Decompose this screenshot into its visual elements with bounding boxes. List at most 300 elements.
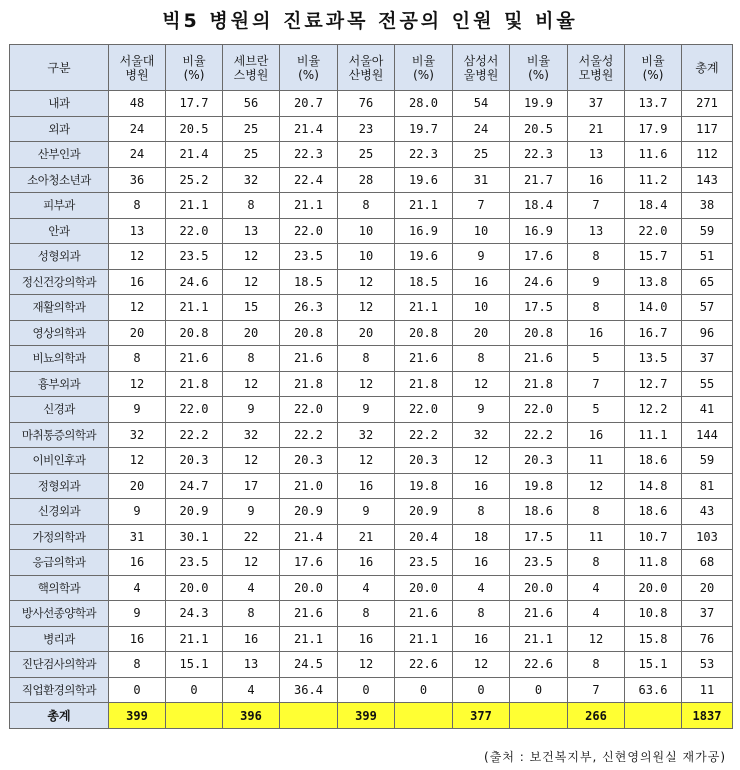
table-row <box>10 91 733 117</box>
table-cell: 37 <box>568 91 625 117</box>
table-cell: 28.0 <box>395 91 453 117</box>
table-cell: 8 <box>453 601 510 627</box>
table-cell: 8 <box>568 499 625 525</box>
table-cell: 20.8 <box>166 320 223 346</box>
table-cell: 17.7 <box>166 91 223 117</box>
table-cell: 57 <box>682 295 733 321</box>
table-cell: 8 <box>223 346 280 372</box>
table-cell: 4 <box>568 601 625 627</box>
table-cell: 4 <box>109 575 166 601</box>
table-cell: 17.6 <box>280 550 338 576</box>
table-cell: 32 <box>223 422 280 448</box>
table-cell: 22.2 <box>166 422 223 448</box>
table-row <box>10 473 733 499</box>
table-cell: 12.2 <box>625 397 682 423</box>
row-label: 산부인과 <box>10 142 109 168</box>
table-cell: 59 <box>682 448 733 474</box>
table-cell: 48 <box>109 91 166 117</box>
table-cell: 20 <box>682 575 733 601</box>
total-cell: 396 <box>223 703 280 729</box>
table-cell: 14.8 <box>625 473 682 499</box>
table-cell: 13 <box>568 218 625 244</box>
table-row <box>10 320 733 346</box>
table-cell: 12 <box>453 652 510 678</box>
table-cell: 12 <box>568 626 625 652</box>
row-label: 영상의학과 <box>10 320 109 346</box>
table-cell: 32 <box>453 422 510 448</box>
table-cell: 24.6 <box>166 269 223 295</box>
row-label: 신경과 <box>10 397 109 423</box>
table-row <box>10 116 733 142</box>
table-cell: 4 <box>453 575 510 601</box>
row-label: 응급의학과 <box>10 550 109 576</box>
table-cell: 12 <box>338 371 395 397</box>
table-cell: 8 <box>568 652 625 678</box>
table-cell: 4 <box>223 677 280 703</box>
table-cell: 12 <box>568 473 625 499</box>
table-cell: 9 <box>109 397 166 423</box>
table-cell: 21.8 <box>166 371 223 397</box>
table-cell: 41 <box>682 397 733 423</box>
total-cell: 1837 <box>682 703 733 729</box>
table-row <box>10 422 733 448</box>
table-cell: 12 <box>453 371 510 397</box>
table-cell: 16 <box>568 320 625 346</box>
table-row <box>10 677 733 703</box>
table-cell: 10.7 <box>625 524 682 550</box>
table-cell: 8 <box>338 193 395 219</box>
total-cell <box>280 703 338 729</box>
table-cell: 5 <box>568 346 625 372</box>
table-cell: 11.8 <box>625 550 682 576</box>
table-cell: 12 <box>109 244 166 270</box>
table-cell: 21.4 <box>166 142 223 168</box>
table-cell: 20.9 <box>395 499 453 525</box>
table-cell: 21.6 <box>510 346 568 372</box>
table-cell: 24 <box>453 116 510 142</box>
table-cell: 21.7 <box>510 167 568 193</box>
table-cell: 20.5 <box>510 116 568 142</box>
row-label: 안과 <box>10 218 109 244</box>
row-label: 외과 <box>10 116 109 142</box>
table-cell: 36.4 <box>280 677 338 703</box>
table-cell: 16 <box>453 473 510 499</box>
table-cell: 8 <box>568 550 625 576</box>
table-cell: 11.6 <box>625 142 682 168</box>
table-cell: 25 <box>223 116 280 142</box>
table-cell: 12 <box>109 448 166 474</box>
table-cell: 63.6 <box>625 677 682 703</box>
table-cell: 37 <box>682 346 733 372</box>
table-cell: 12 <box>223 448 280 474</box>
table-cell: 23.5 <box>166 244 223 270</box>
row-label: 비뇨의학과 <box>10 346 109 372</box>
table-cell: 21.8 <box>510 371 568 397</box>
column-header: 삼성서 울병원 <box>453 45 510 91</box>
table-cell: 31 <box>109 524 166 550</box>
table-cell: 22.6 <box>395 652 453 678</box>
table-cell: 18.5 <box>395 269 453 295</box>
table-cell: 23.5 <box>280 244 338 270</box>
table-cell: 13.5 <box>625 346 682 372</box>
table-cell: 4 <box>568 575 625 601</box>
table-cell: 8 <box>453 499 510 525</box>
row-label: 이비인후과 <box>10 448 109 474</box>
column-header: 서울아 산병원 <box>338 45 395 91</box>
table-row <box>10 167 733 193</box>
table-cell: 4 <box>338 575 395 601</box>
table-cell: 24.5 <box>280 652 338 678</box>
total-cell <box>510 703 568 729</box>
column-header: 비율 (%) <box>166 45 223 91</box>
table-cell: 9 <box>338 397 395 423</box>
table-cell: 8 <box>109 652 166 678</box>
table-cell: 144 <box>682 422 733 448</box>
table-cell: 32 <box>338 422 395 448</box>
table-cell: 19.7 <box>395 116 453 142</box>
row-label: 정형외과 <box>10 473 109 499</box>
page-title: 빅5 병원의 진료과목 전공의 인원 및 비율 <box>162 10 578 32</box>
table-cell: 19.8 <box>510 473 568 499</box>
table-cell: 9 <box>453 397 510 423</box>
table-cell: 20.8 <box>510 320 568 346</box>
table-cell: 13 <box>223 652 280 678</box>
table-cell: 19.6 <box>395 244 453 270</box>
table-cell: 21.1 <box>280 193 338 219</box>
table-cell: 22.3 <box>510 142 568 168</box>
table-cell: 21.6 <box>280 346 338 372</box>
table-cell: 22.0 <box>625 218 682 244</box>
table-row <box>10 550 733 576</box>
table-cell: 25 <box>453 142 510 168</box>
table-cell: 22.0 <box>510 397 568 423</box>
table-cell: 17.5 <box>510 295 568 321</box>
table-cell: 21.8 <box>395 371 453 397</box>
table-cell: 16 <box>453 550 510 576</box>
table-cell: 22.0 <box>166 397 223 423</box>
table-cell: 0 <box>395 677 453 703</box>
row-label: 흉부외과 <box>10 371 109 397</box>
table-cell: 22.0 <box>166 218 223 244</box>
table-cell: 117 <box>682 116 733 142</box>
table-cell: 22.3 <box>280 142 338 168</box>
table-cell: 271 <box>682 91 733 117</box>
table-cell: 0 <box>109 677 166 703</box>
table-cell: 17.6 <box>510 244 568 270</box>
table-cell: 10 <box>338 244 395 270</box>
table-cell: 18.6 <box>510 499 568 525</box>
table-cell: 13.8 <box>625 269 682 295</box>
total-cell: 399 <box>109 703 166 729</box>
table-cell: 8 <box>568 244 625 270</box>
table-cell: 21.4 <box>280 524 338 550</box>
table-cell: 19.6 <box>395 167 453 193</box>
table-row <box>10 295 733 321</box>
table-cell: 59 <box>682 218 733 244</box>
table-row <box>10 142 733 168</box>
table-row <box>10 575 733 601</box>
table-row <box>10 524 733 550</box>
table-row <box>10 193 733 219</box>
table-cell: 51 <box>682 244 733 270</box>
column-header: 총계 <box>682 45 733 91</box>
row-label: 핵의학과 <box>10 575 109 601</box>
table-cell: 112 <box>682 142 733 168</box>
table-cell: 21.1 <box>395 626 453 652</box>
table-cell: 20 <box>223 320 280 346</box>
table-cell: 23.5 <box>395 550 453 576</box>
table-row <box>10 601 733 627</box>
table-cell: 21 <box>338 524 395 550</box>
table-cell: 24 <box>109 142 166 168</box>
table-cell: 18.4 <box>510 193 568 219</box>
table-cell: 10 <box>453 295 510 321</box>
table-cell: 21.6 <box>280 601 338 627</box>
table-cell: 22.0 <box>280 397 338 423</box>
table-cell: 16 <box>453 269 510 295</box>
table-cell: 16 <box>338 550 395 576</box>
table-cell: 15.1 <box>166 652 223 678</box>
table-cell: 16.9 <box>510 218 568 244</box>
table-cell: 12 <box>223 371 280 397</box>
table-cell: 7 <box>568 193 625 219</box>
table-cell: 24.7 <box>166 473 223 499</box>
table-cell: 55 <box>682 371 733 397</box>
table-cell: 103 <box>682 524 733 550</box>
table-cell: 8 <box>338 601 395 627</box>
table-cell: 21.1 <box>510 626 568 652</box>
table-cell: 30.1 <box>166 524 223 550</box>
table-cell: 20.9 <box>280 499 338 525</box>
table-cell: 13 <box>109 218 166 244</box>
table-row <box>10 652 733 678</box>
table-cell: 21.8 <box>280 371 338 397</box>
table-cell: 8 <box>223 193 280 219</box>
table-cell: 22.0 <box>280 218 338 244</box>
table-cell: 20.0 <box>280 575 338 601</box>
column-header: 비율 (%) <box>625 45 682 91</box>
table-cell: 12 <box>338 269 395 295</box>
table-cell: 20.3 <box>166 448 223 474</box>
table-cell: 68 <box>682 550 733 576</box>
table-cell: 12 <box>453 448 510 474</box>
table-cell: 12 <box>109 371 166 397</box>
table-cell: 16 <box>109 626 166 652</box>
table-cell: 0 <box>338 677 395 703</box>
table-cell: 5 <box>568 397 625 423</box>
row-label: 정신건강의학과 <box>10 269 109 295</box>
table-row <box>10 218 733 244</box>
table-cell: 13 <box>223 218 280 244</box>
table-cell: 20.0 <box>625 575 682 601</box>
table-cell: 19.9 <box>510 91 568 117</box>
table-cell: 9 <box>109 601 166 627</box>
row-label: 신경외과 <box>10 499 109 525</box>
table-cell: 18.6 <box>625 448 682 474</box>
table-cell: 7 <box>453 193 510 219</box>
table-cell: 76 <box>682 626 733 652</box>
table-cell: 20.0 <box>166 575 223 601</box>
table-cell: 76 <box>338 91 395 117</box>
table-cell: 21.1 <box>395 295 453 321</box>
column-header: 비율 (%) <box>395 45 453 91</box>
row-label: 내과 <box>10 91 109 117</box>
table-cell: 20.7 <box>280 91 338 117</box>
table-cell: 56 <box>223 91 280 117</box>
table-cell: 9 <box>109 499 166 525</box>
table-cell: 25 <box>223 142 280 168</box>
column-header: 비율 (%) <box>280 45 338 91</box>
table-cell: 12 <box>338 295 395 321</box>
table-cell: 20.8 <box>395 320 453 346</box>
table-cell: 20 <box>338 320 395 346</box>
table-cell: 22.3 <box>395 142 453 168</box>
row-label: 마취통증의학과 <box>10 422 109 448</box>
table-cell: 13.7 <box>625 91 682 117</box>
table-cell: 15.8 <box>625 626 682 652</box>
table-cell: 12 <box>338 652 395 678</box>
table-cell: 16 <box>338 626 395 652</box>
table-cell: 16.9 <box>395 218 453 244</box>
table-cell: 8 <box>109 193 166 219</box>
table-cell: 22.2 <box>280 422 338 448</box>
table-cell: 16 <box>109 269 166 295</box>
table-cell: 24.3 <box>166 601 223 627</box>
table-cell: 32 <box>223 167 280 193</box>
total-cell <box>625 703 682 729</box>
table-cell: 22.0 <box>395 397 453 423</box>
row-label: 피부과 <box>10 193 109 219</box>
table-cell: 28 <box>338 167 395 193</box>
row-label: 병리과 <box>10 626 109 652</box>
table-cell: 20 <box>109 320 166 346</box>
table-cell: 15.7 <box>625 244 682 270</box>
table-cell: 16 <box>568 167 625 193</box>
table-cell: 21.1 <box>166 295 223 321</box>
table-cell: 25 <box>338 142 395 168</box>
table-cell: 16 <box>223 626 280 652</box>
table-cell: 8 <box>223 601 280 627</box>
table-cell: 38 <box>682 193 733 219</box>
table-cell: 16 <box>338 473 395 499</box>
column-header: 서울성 모병원 <box>568 45 625 91</box>
table-cell: 19.8 <box>395 473 453 499</box>
source-note: (출처 : 보건복지부, 신현영의원실 재가공) <box>484 750 726 764</box>
table-cell: 12 <box>223 269 280 295</box>
row-label: 직업환경의학과 <box>10 677 109 703</box>
table-cell: 8 <box>568 295 625 321</box>
table-cell: 143 <box>682 167 733 193</box>
table-cell: 9 <box>223 499 280 525</box>
table-cell: 18.5 <box>280 269 338 295</box>
table-cell: 12 <box>109 295 166 321</box>
table-cell: 37 <box>682 601 733 627</box>
table-cell: 21.4 <box>280 116 338 142</box>
table-cell: 10.8 <box>625 601 682 627</box>
table-cell: 22.2 <box>395 422 453 448</box>
table-row <box>10 626 733 652</box>
table-cell: 16 <box>453 626 510 652</box>
table-cell: 65 <box>682 269 733 295</box>
table-cell: 22.2 <box>510 422 568 448</box>
table-cell: 25.2 <box>166 167 223 193</box>
table-cell: 22 <box>223 524 280 550</box>
total-cell: 266 <box>568 703 625 729</box>
table-cell: 23.5 <box>166 550 223 576</box>
table-cell: 21.0 <box>280 473 338 499</box>
table-cell: 21 <box>568 116 625 142</box>
table-cell: 21.6 <box>395 601 453 627</box>
table-cell: 12 <box>338 448 395 474</box>
table-cell: 20.5 <box>166 116 223 142</box>
table-cell: 18.6 <box>625 499 682 525</box>
table-cell: 18 <box>453 524 510 550</box>
table-cell: 22.4 <box>280 167 338 193</box>
table-row <box>10 269 733 295</box>
residents-table <box>9 44 733 729</box>
table-cell: 20 <box>453 320 510 346</box>
table-cell: 16 <box>568 422 625 448</box>
table-total-row <box>10 703 733 729</box>
table-cell: 20.9 <box>166 499 223 525</box>
table-cell: 24 <box>109 116 166 142</box>
table-cell: 26.3 <box>280 295 338 321</box>
table-body <box>10 91 733 703</box>
table-cell: 23 <box>338 116 395 142</box>
table-cell: 21.1 <box>395 193 453 219</box>
table-cell: 10 <box>338 218 395 244</box>
column-header: 세브란 스병원 <box>223 45 280 91</box>
table-cell: 13 <box>568 142 625 168</box>
table-cell: 81 <box>682 473 733 499</box>
table-cell: 9 <box>338 499 395 525</box>
table-row <box>10 499 733 525</box>
table-cell: 12 <box>223 244 280 270</box>
column-header: 비율 (%) <box>510 45 568 91</box>
table-cell: 11.2 <box>625 167 682 193</box>
table-row <box>10 397 733 423</box>
table-cell: 20.0 <box>510 575 568 601</box>
table-cell: 0 <box>453 677 510 703</box>
table-cell: 24.6 <box>510 269 568 295</box>
table-cell: 20.3 <box>395 448 453 474</box>
table-cell: 31 <box>453 167 510 193</box>
table-cell: 12.7 <box>625 371 682 397</box>
table-cell: 8 <box>453 346 510 372</box>
table-cell: 32 <box>109 422 166 448</box>
table-cell: 21.6 <box>395 346 453 372</box>
table-row <box>10 371 733 397</box>
table-cell: 9 <box>453 244 510 270</box>
table-cell: 8 <box>109 346 166 372</box>
table-cell: 20.3 <box>280 448 338 474</box>
table-cell: 10 <box>453 218 510 244</box>
table-cell: 17 <box>223 473 280 499</box>
table-cell: 9 <box>568 269 625 295</box>
table-cell: 20.0 <box>395 575 453 601</box>
table-cell: 12 <box>223 550 280 576</box>
table-cell: 8 <box>338 346 395 372</box>
column-header: 구분 <box>10 45 109 91</box>
table-cell: 22.6 <box>510 652 568 678</box>
table-cell: 0 <box>166 677 223 703</box>
table-row <box>10 346 733 372</box>
table-cell: 23.5 <box>510 550 568 576</box>
table-cell: 11 <box>568 448 625 474</box>
row-label: 방사선종양학과 <box>10 601 109 627</box>
row-label: 성형외과 <box>10 244 109 270</box>
table-cell: 96 <box>682 320 733 346</box>
